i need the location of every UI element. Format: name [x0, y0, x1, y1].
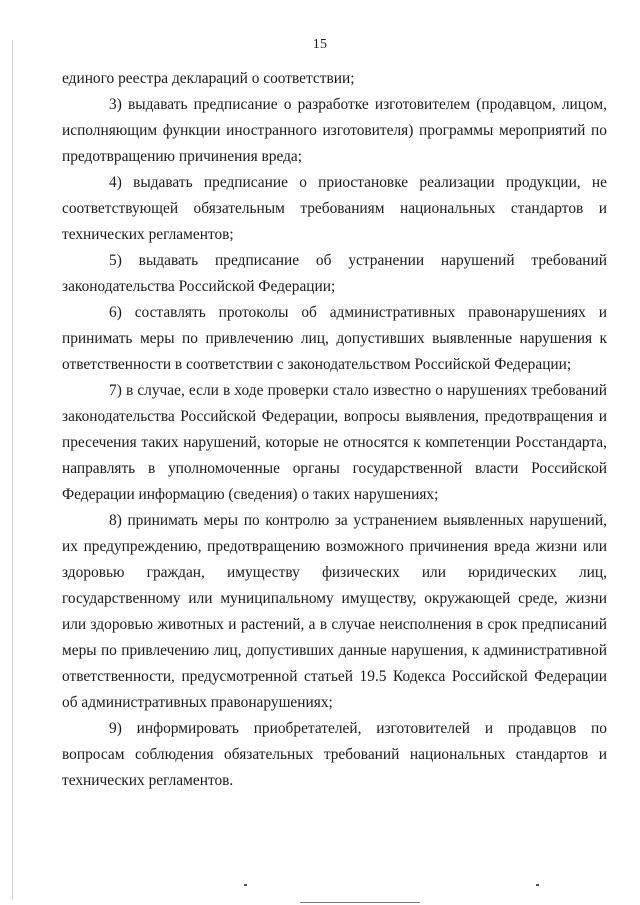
- scan-line-fragment: [300, 902, 420, 903]
- paragraph-item-6: 6) составлять протоколы об административных правонарушениях и принимать меры по привлечению лиц, допустивших выявленные нарушения к ответственности в соответствии с законодательством Российской Федерации;: [62, 304, 607, 373]
- paragraph-item-5: 5) выдавать предписание об устранении нарушений требований законодательства Российской Федерации;: [62, 252, 607, 295]
- page-left-edge: [12, 40, 13, 900]
- paragraph-item-7: 7) в случае, если в ходе проверки стало известно о нарушениях требований законодательства Российской Федерации, вопросы выявления, предотвращения и пресечения таких нарушений, которые не относятся к компетенции Росстандарта, направлять в уполномоченные органы государственной власти Российской Федерации информацию (сведения) о таких нарушениях;: [62, 382, 607, 503]
- paragraph-item-4: 4) выдавать предписание о приостановке реализации продукции, не соответствующей обязательным требованиям национальных стандартов и технических регламентов;: [62, 174, 607, 243]
- scan-speck-right: [536, 884, 539, 886]
- paragraph-continuation: единого реестра деклараций о соответствии;: [62, 70, 355, 87]
- page-number: 15: [312, 37, 328, 52]
- paragraph-item-9: 9) информировать приобретателей, изготовителей и продавцов по вопросам соблюдения обязательных требований национальных стандартов и технических регламентов.: [62, 720, 607, 789]
- document-body: [62, 66, 607, 794]
- paragraph-item-3: 3) выдавать предписание о разработке изготовителем (продавцом, лицом, исполняющим функции иностранного изготовителя) программы мероприятий по предотвращению причинения вреда;: [62, 96, 607, 165]
- paragraph-item-8: 8) принимать меры по контролю за устранением выявленных нарушений, их предупреждению, предотвращению возможного причинения вреда жизни или здоровью граждан, имуществу физических или юридических лиц, государственному или муниципальному имуществу, окружающей среде, жизни или здоровью животных и растений, а в случае неисполнения в срок предписаний меры по привлечению лиц, допустивших данные нарушения, к административной ответственности, предусмотренной статьей 19.5 Кодекса Российской Федерации об административных правонарушениях;: [62, 512, 607, 711]
- scan-speck-left: [244, 884, 247, 886]
